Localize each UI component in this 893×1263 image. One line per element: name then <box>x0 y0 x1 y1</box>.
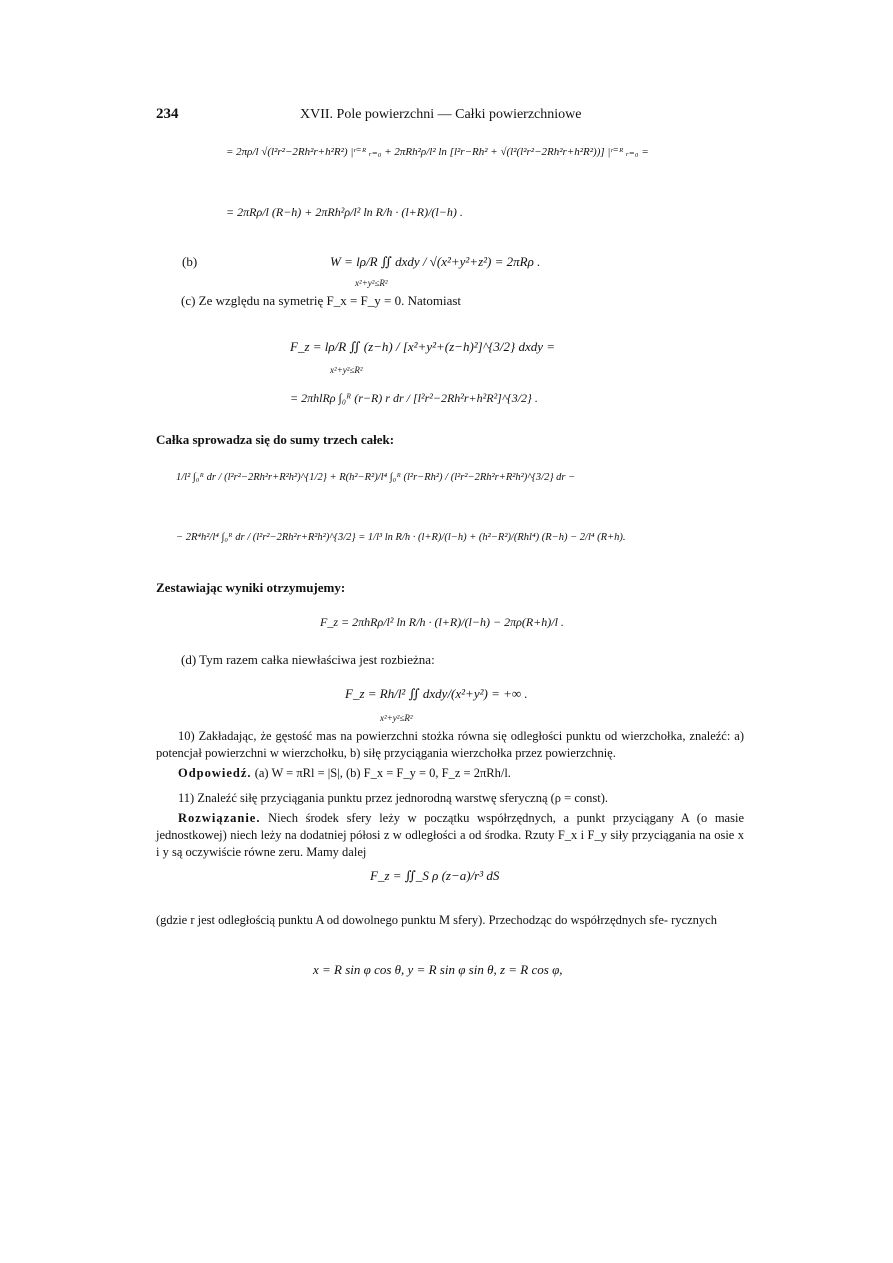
equation-6: 1/l² ∫₀ᴿ dr / (l²r²−2Rh²r+R²h²)^{1/2} + R(h²−R²)/l⁴ ∫₀ᴿ (l²r−Rh²) / (l²r²−2Rh²r+R²h²)^{3/2} dr − <box>176 472 576 483</box>
equation-4-domain: x²+y²≤R² <box>330 365 363 375</box>
problem-11-text: 11) Znaleźć siłę przyciągania punktu przez jednorodną warstwę sferyczną (ρ = const). <box>178 791 608 805</box>
equation-7: − 2R⁴h²/l⁴ ∫₀ᴿ dr / (l²r²−2Rh²r+R²h²)^{3/2} = 1/l³ ln R/h · (l+R)/(l−h) + (h²−R²)/(Rhl⁴) (R−h) − 2/l⁴ (R+h). <box>176 532 626 543</box>
paragraph-after-text: (gdzie r jest odległością punktu A od dowolnego punktu M sfery). Przechodząc do współrzędnych sfe- rycznych <box>156 913 717 927</box>
problem-10 <box>156 728 744 762</box>
equation-3-domain: x²+y²≤R² <box>355 278 388 288</box>
equation-10: F_z = ∬_S ρ (z−a)/r³ dS <box>370 868 500 883</box>
answer-label: Odpowiedź. <box>178 766 252 780</box>
solution-label: Rozwiązanie. <box>178 811 261 825</box>
equation-8: F_z = 2πhRρ/l² ln R/h · (l+R)/(l−h) − 2πρ(R+h)/l . <box>320 615 564 629</box>
paragraph-d: (d) Tym razem całka niewłaściwa jest rozbieżna: <box>181 652 435 667</box>
solution-11 <box>156 810 744 861</box>
equation-2: = 2πRρ/l (R−h) + 2πRh²ρ/l² ln R/h · (l+R)/(l−h) . <box>226 205 463 219</box>
solution-text: Niech środek sfery leży w początku współrzędnych, a punkt przyciągany A (o masie jednostkowej) niech leży na dodatniej półosi z w odległości a od środka. Rzuty F_x i F_y siły przyciągania na osie x i y są oczywiście równe zeru. Mamy dalej <box>156 811 744 859</box>
problem-11 <box>156 790 744 807</box>
label-b: (b) <box>182 254 198 269</box>
equation-11: x = R sin φ cos θ, y = R sin φ sin θ, z = R cos φ, <box>313 962 563 977</box>
paragraph-sum: Całka sprowadza się do sumy trzech całek: <box>156 432 395 447</box>
paragraph-c: (c) Ze względu na symetrię F_x = F_y = 0. Natomiast <box>181 293 462 308</box>
page-number: 234 <box>156 106 179 122</box>
paragraph-after <box>156 912 744 929</box>
equation-9: F_z = Rh/l² ∬ dxdy/(x²+y²) = +∞ . <box>345 686 528 701</box>
running-header: XVII. Pole powierzchni — Całki powierzchniowe <box>300 107 582 122</box>
paragraph-combine: Zestawiając wyniki otrzymujemy: <box>156 580 346 595</box>
answer-text: (a) W = πRl = |S|, (b) F_x = F_y = 0, F_z = 2πRh/l. <box>254 766 511 780</box>
equation-4: F_z = lρ/R ∬ (z−h) / [x²+y²+(z−h)²]^{3/2} dxdy = <box>290 339 556 354</box>
equation-1: = 2πρ/l √(l²r²−2Rh²r+h²R²) |ʳ⁼ᴿ ᵣ₌₀ + 2πRh²ρ/l² ln [l²r−Rh² + √(l²(l²r²−2Rh²r+h²R²))] |ʳ⁼ᴿ ᵣ₌₀ = <box>226 146 649 158</box>
equation-9-domain: x²+y²≤R² <box>380 713 413 723</box>
problem-10-text: 10) Zakładając, że gęstość mas na powierzchni stożka równa się odległości punktu od wierzchołka, znaleźć: a) potencjał powierzchni w wierzchołku, b) siłę przyciągania wierzchołka przez powierzchnię. <box>156 729 744 760</box>
equation-5: = 2πhlRρ ∫₀ᴿ (r−R) r dr / [l²r²−2Rh²r+h²R²]^{3/2} . <box>290 391 538 405</box>
answer-10 <box>156 765 744 782</box>
equation-3: W = lρ/R ∬ dxdy / √(x²+y²+z²) = 2πRρ . <box>330 254 541 269</box>
